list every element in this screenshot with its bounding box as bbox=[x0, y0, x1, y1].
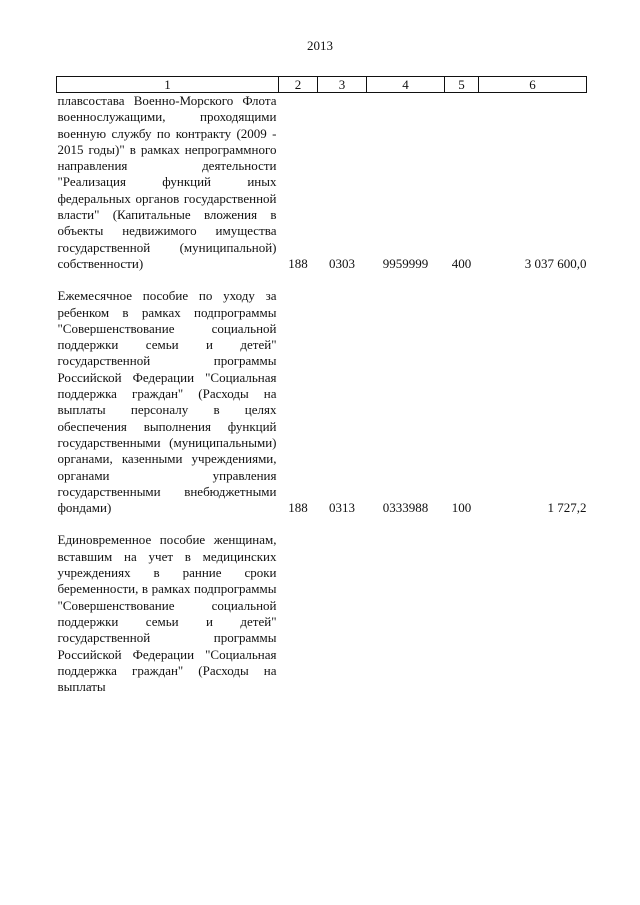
row-spacer bbox=[57, 516, 587, 532]
table-row bbox=[57, 93, 587, 273]
column-header-2: 2 bbox=[279, 77, 318, 93]
row-description: Единовременное пособие женщинам, вставшим на учет в медицинских учреждениях в ранние сроки беременности, в рамках подпрограммы "Совершенствование социальной поддержки семьи и детей" государственной программы Российской Федерации "Социальная поддержка граждан" (Расходы на выплаты bbox=[57, 532, 277, 695]
row-spacer bbox=[57, 272, 587, 288]
column-header-6: 6 bbox=[479, 77, 587, 93]
row-amount: 1 727,2 bbox=[547, 500, 587, 516]
budget-table bbox=[56, 76, 587, 695]
column-header-3: 3 bbox=[318, 77, 367, 93]
row-expense-type-code bbox=[445, 532, 479, 695]
row-section-code: 0313 bbox=[329, 500, 355, 516]
column-header-4: 4 bbox=[367, 77, 445, 93]
row-ministry-code bbox=[279, 532, 318, 695]
row-expense-type-code: 100 bbox=[451, 500, 472, 516]
row-amount: 3 037 600,0 bbox=[524, 255, 587, 271]
row-description: Ежемесячное пособие по уходу за ребенком в рамках подпрограммы "Совершенствование социальной поддержки семьи и детей" государственной программы Российской Федерации "Социальная поддержка граждан" (Расходы на выплаты персоналу в целях обеспечения выполнения функций государственными (муниципальными) органами, казенными учреждениями, органами управления государственными внебюджетными фондами) bbox=[57, 288, 277, 516]
row-description: плавсостава Военно-Морского Флота военнослужащими, проходящими военную службу по контракту (2009 - 2015 годы)" в рамках непрограммного направления деятельности "Реализация функций иных федеральных органов государственной власти" (Капитальные вложения в объекты недвижимого имущества государственной (муниципальной) собственности) bbox=[57, 93, 277, 271]
row-amount bbox=[479, 532, 587, 695]
row-ministry-code: 188 bbox=[288, 255, 308, 271]
table-header bbox=[57, 77, 587, 93]
column-header-1: 1 bbox=[57, 77, 279, 93]
page-number: 2013 bbox=[307, 38, 333, 53]
table-row bbox=[57, 288, 587, 516]
row-section-code: 0303 bbox=[329, 255, 355, 271]
table-row bbox=[57, 532, 587, 695]
column-header-5: 5 bbox=[445, 77, 479, 93]
row-target-code bbox=[367, 532, 445, 695]
row-expense-type-code: 400 bbox=[451, 255, 472, 271]
row-target-code: 9959999 bbox=[382, 255, 429, 271]
row-target-code: 0333988 bbox=[382, 500, 429, 516]
row-section-code bbox=[318, 532, 367, 695]
row-ministry-code: 188 bbox=[288, 500, 308, 516]
